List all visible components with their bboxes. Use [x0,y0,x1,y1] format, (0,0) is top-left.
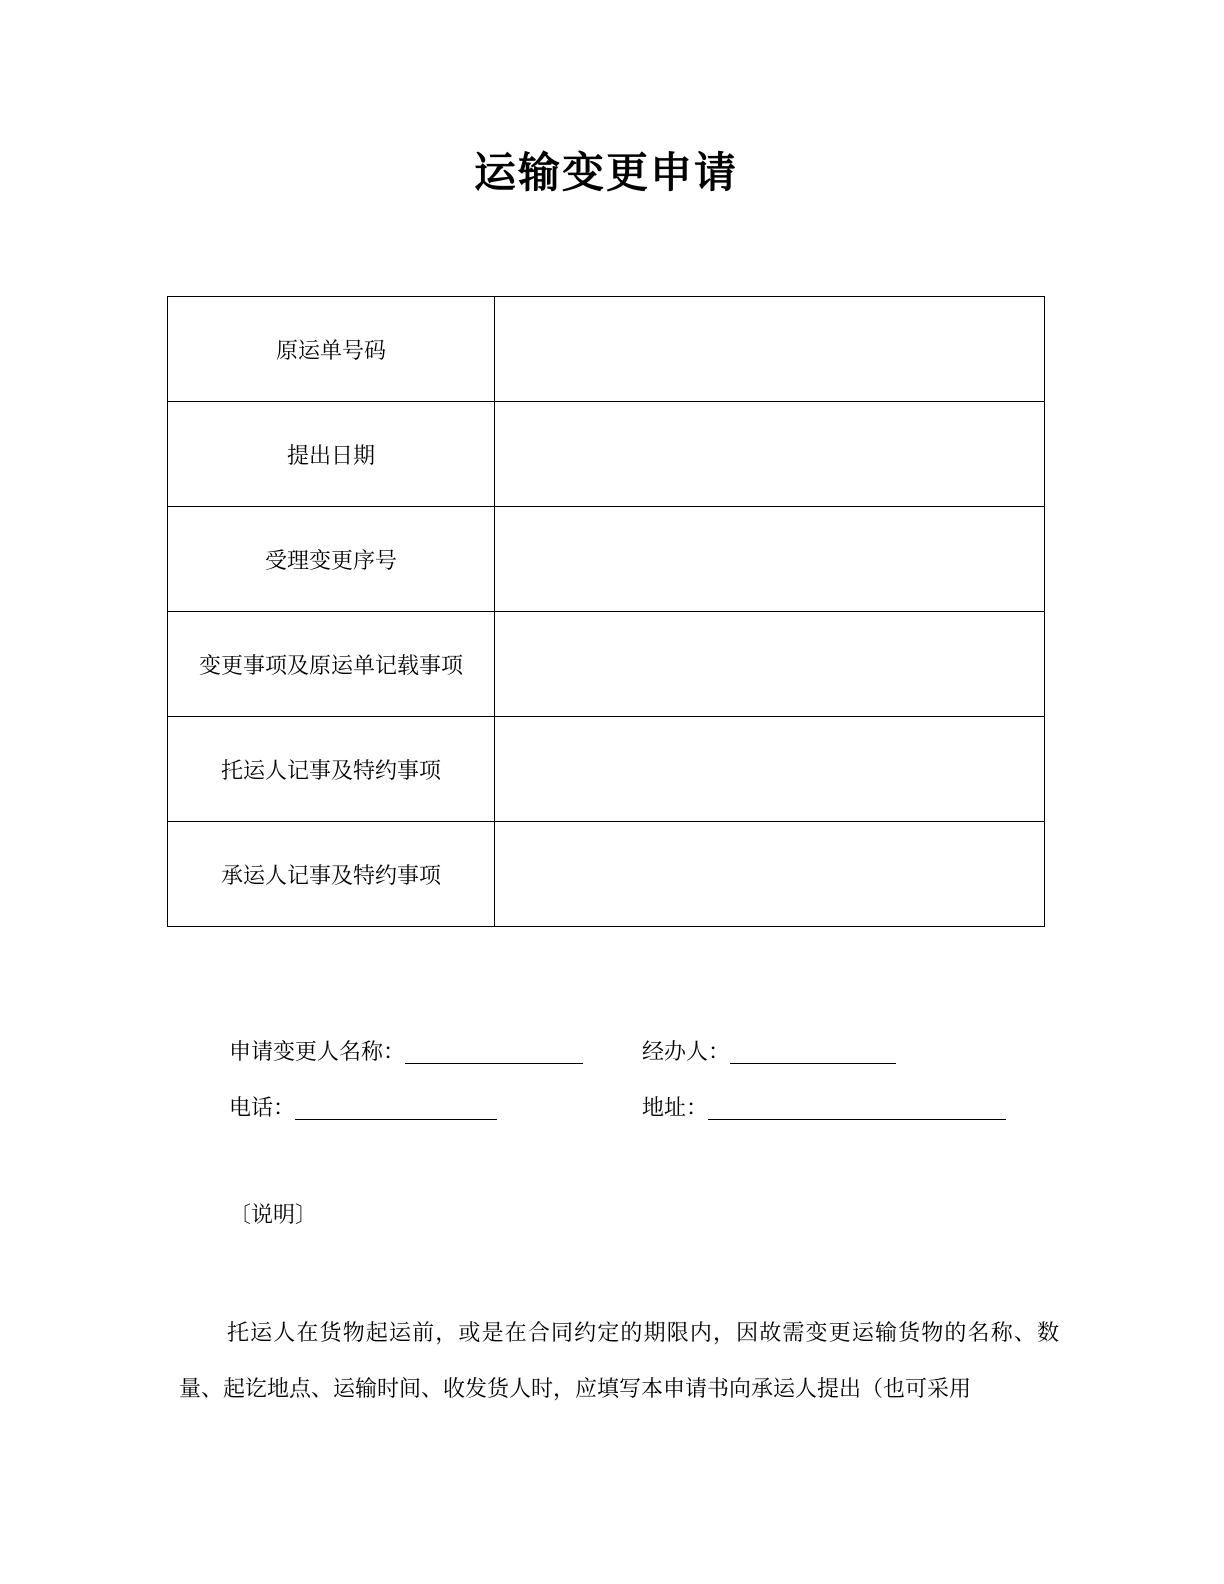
original-waybill-number-field[interactable] [495,297,1045,402]
applicant-name-blank[interactable] [405,1041,583,1064]
row-label-original-waybill-number: 原运单号码 [168,297,495,402]
change-request-table [167,296,1045,927]
table-row [168,507,1045,612]
address-blank[interactable] [708,1097,1006,1120]
handler-group [642,1038,896,1068]
shipper-notes-field[interactable] [495,717,1045,822]
handler-label: 经办人： [642,1040,731,1065]
table-row [168,297,1045,402]
page-title: 运输变更申请 [473,148,738,197]
handler-blank[interactable] [730,1041,896,1064]
applicant-name-label: 申请变更人名称： [229,1040,406,1065]
submission-date-field[interactable] [495,402,1045,507]
applicant-name-group [229,1038,583,1068]
row-label-submission-date: 提出日期 [168,402,495,507]
table-row [168,822,1045,927]
carrier-notes-field[interactable] [495,822,1045,927]
notes-heading: 〔说明〕 [229,1203,318,1228]
address-group [642,1094,1006,1124]
phone-group [229,1094,497,1124]
notes-paragraph: 托运人在货物起运前，或是在合同约定的期限内，因故需变更运输货物的名称、数量、起讫地点、运输时间、收发货人时，应填写本申请书向承运人提出（也可采用 [179,1321,1059,1402]
change-items-field[interactable] [495,612,1045,717]
row-label-change-items: 变更事项及原运单记载事项 [168,612,495,717]
change-serial-number-field[interactable] [495,507,1045,612]
address-label: 地址： [642,1096,709,1121]
table-row [168,612,1045,717]
row-label-change-serial-number: 受理变更序号 [168,507,495,612]
phone-blank[interactable] [295,1097,497,1120]
phone-label: 电话： [229,1096,296,1121]
table-row [168,402,1045,507]
table-row [168,717,1045,822]
row-label-carrier-notes: 承运人记事及特约事项 [168,822,495,927]
row-label-shipper-notes: 托运人记事及特约事项 [168,717,495,822]
